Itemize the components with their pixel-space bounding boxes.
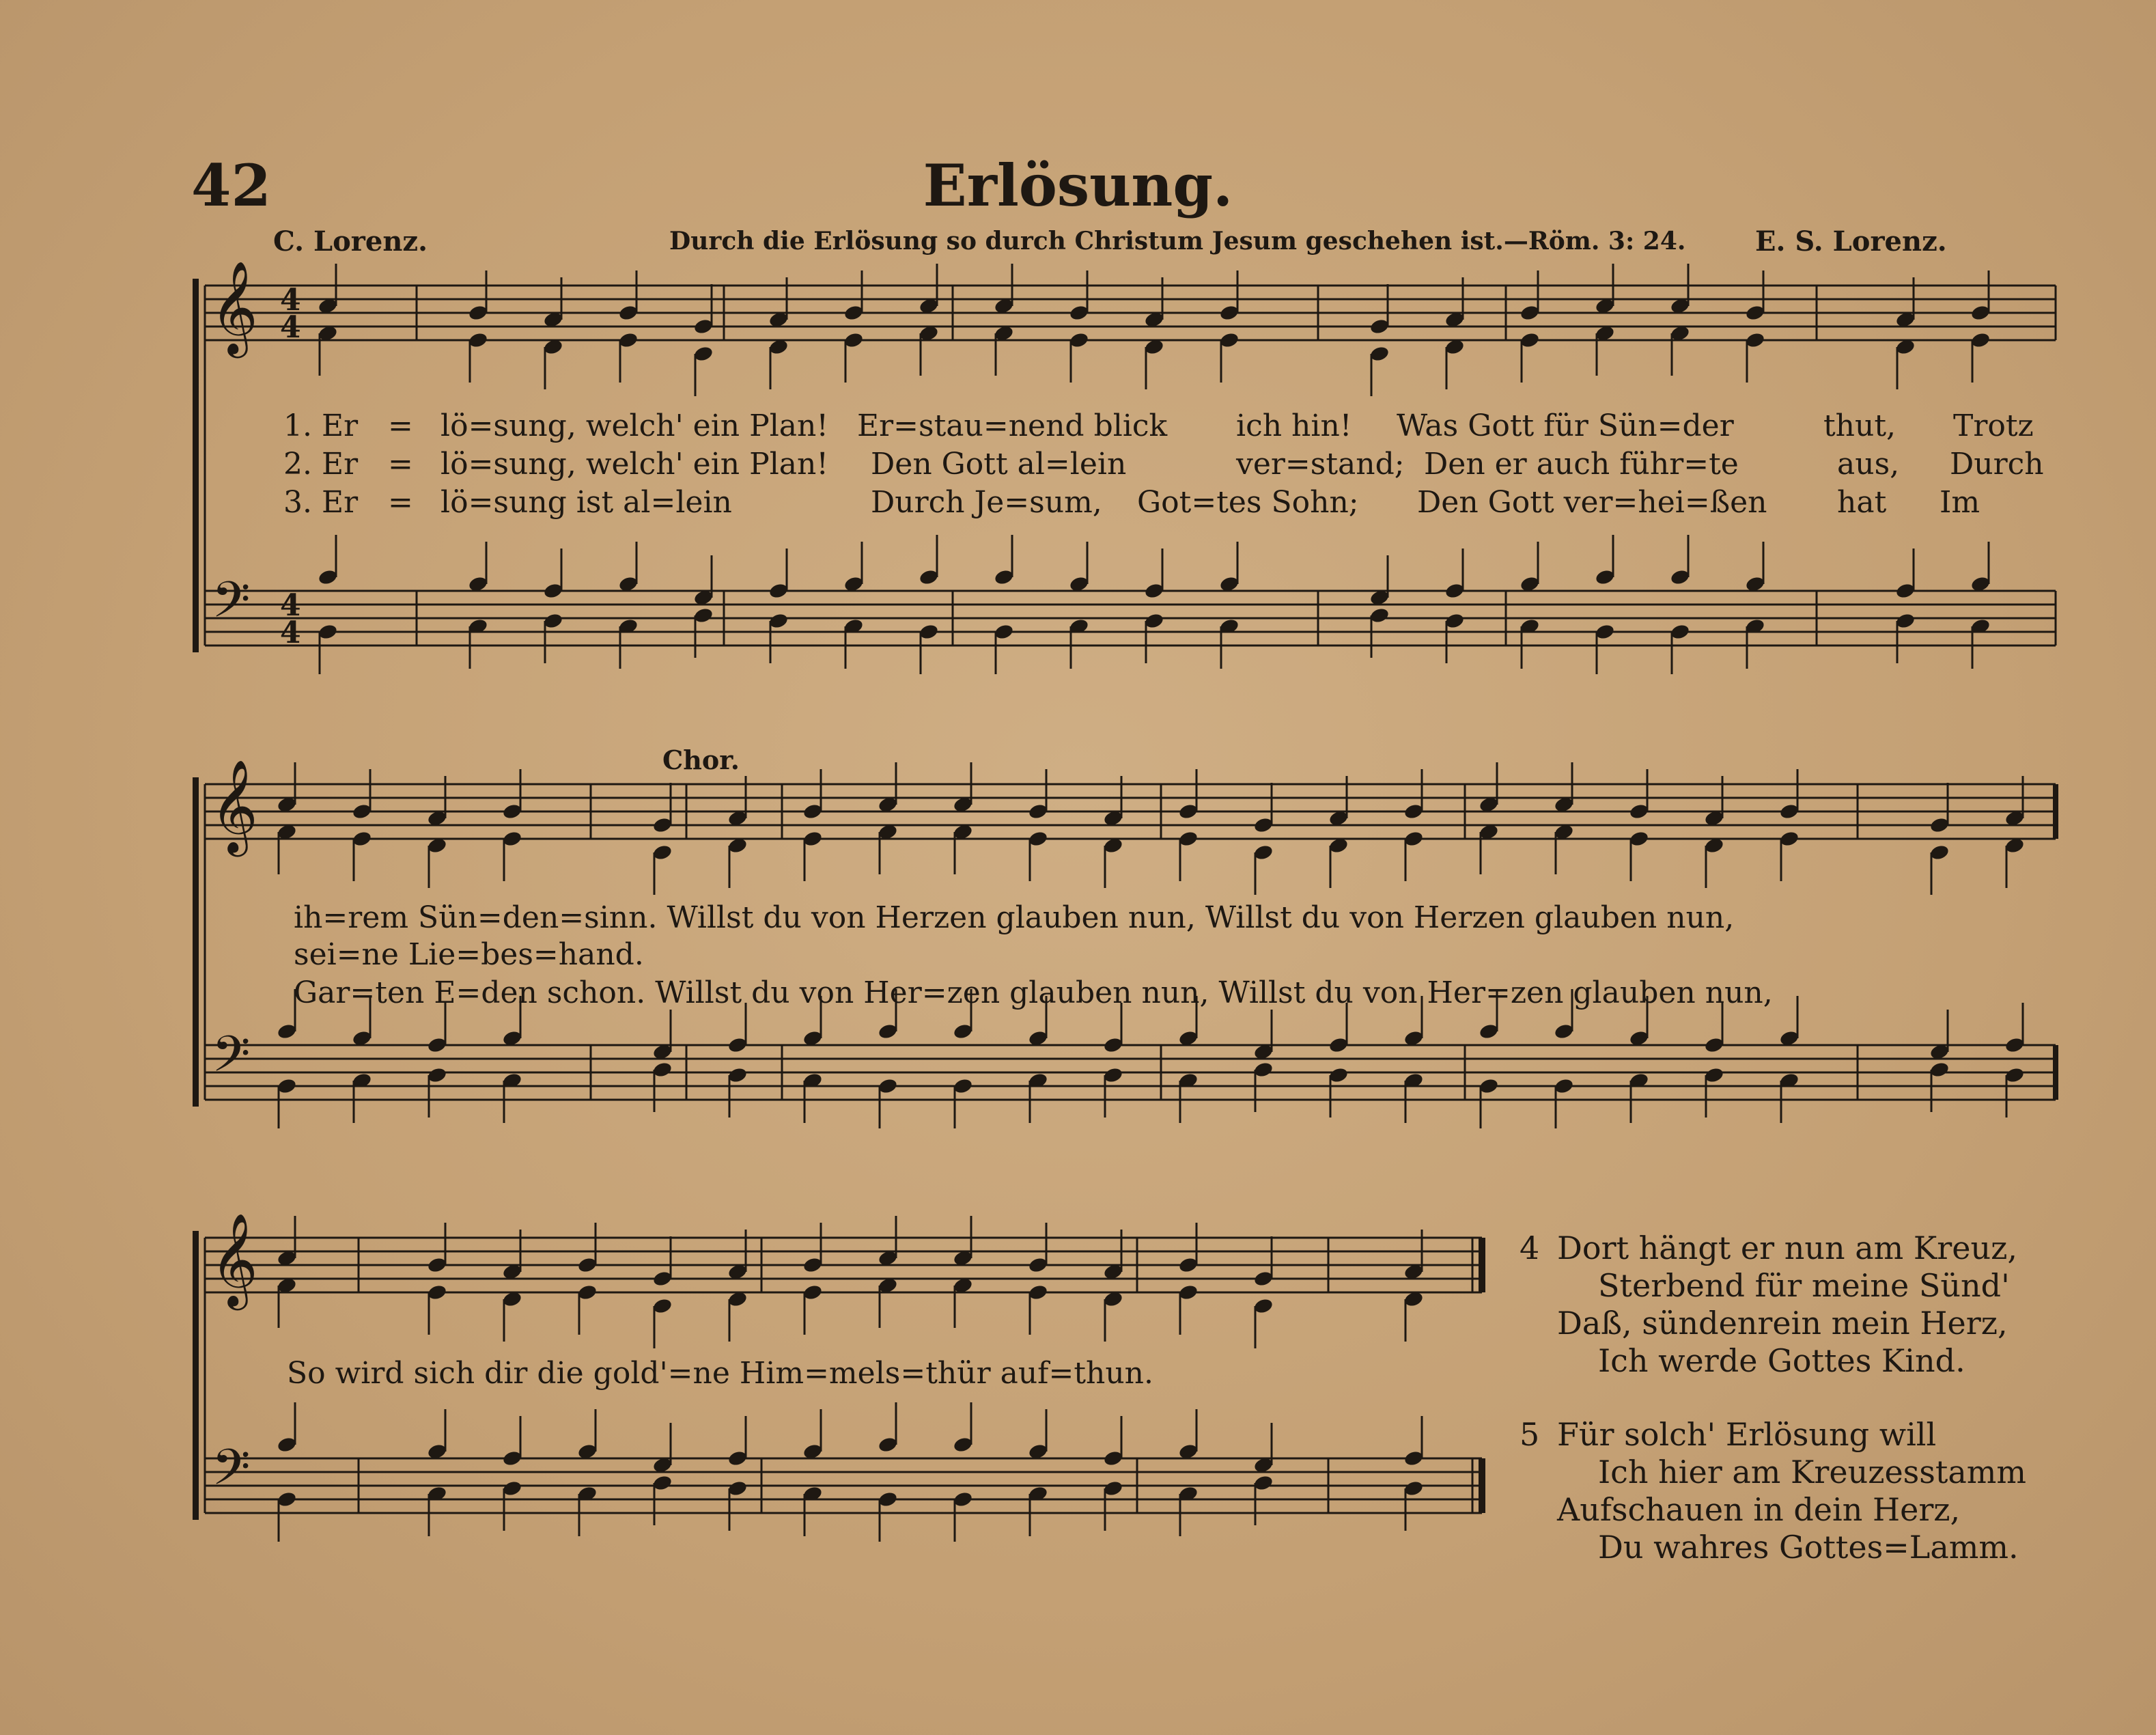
verse3-syllable: = [388, 485, 413, 520]
verse1-syllable: = [388, 408, 413, 443]
verse3-syllable: Den Gott ver=hei=ßen [1417, 485, 1767, 520]
verse3-syllable: lö=sung ist al=lein [440, 485, 732, 520]
system2-verse1-lyrics: ih=rem Sün=den=sinn. Willst du von Herzen glauben nun, Willst du von Herzen glauben nun, [294, 900, 1735, 935]
system-bracket [193, 777, 199, 1107]
time-signature: 4 [280, 283, 301, 318]
stanza-line: Daß, sündenrein mein Herz, [1557, 1305, 2008, 1342]
verse3-syllable: Durch Je=sum, [871, 485, 1102, 520]
stanza-number: 5 [1520, 1416, 1540, 1453]
lyricist-credit: C. Lorenz. [273, 225, 428, 258]
system3-lyrics: So wird sich dir die gold'=ne Him=mels=thür auf=thun. [287, 1356, 1153, 1391]
treble-clef-icon: 𝄞 [210, 1212, 258, 1306]
bass-clef-icon: 𝄢 [212, 1025, 251, 1095]
verse2-syllable: ver=stand; [1236, 447, 1405, 482]
system2-verse2-lyrics: sei=ne Lie=bes=hand. [294, 937, 644, 972]
verse1-syllable: Er=stau=nend blick [857, 408, 1168, 443]
chorus-label: Chor. [662, 745, 740, 775]
verse2-syllable: = [388, 447, 413, 482]
scripture-reference: Durch die Erlösung so durch Christum Jesum geschehen ist.—Röm. 3: 24. [669, 227, 1686, 255]
verse2-syllable: 2. Er [283, 447, 359, 482]
verse1-syllable: Was Gott für Sün=der [1397, 408, 1734, 443]
verse3-syllable: Got=tes Sohn; [1137, 485, 1359, 520]
system-bracket [193, 279, 199, 652]
bass-clef-icon: 𝄢 [212, 570, 251, 641]
hymn-title: Erlösung. [923, 152, 1233, 219]
treble-clef-icon: 𝄞 [210, 758, 258, 852]
stanza-line: Ich hier am Kreuzesstamm [1598, 1454, 2027, 1490]
stanza-line: Du wahres Gottes=Lamm. [1598, 1529, 2019, 1566]
verse2-syllable: lö=sung, welch' ein Plan! [440, 447, 829, 482]
verse1-syllable: 1. Er [283, 408, 359, 443]
stanza-number: 4 [1520, 1230, 1540, 1266]
stanza-line: Aufschauen in dein Herz, [1557, 1491, 1961, 1528]
verse3-syllable: Im [1940, 485, 1980, 520]
verse1-syllable: Trotz [1953, 408, 2034, 443]
verse2-syllable: Den er auch führ=te [1424, 447, 1739, 482]
treble-clef-icon: 𝄞 [210, 260, 258, 354]
bass-clef-icon: 𝄢 [212, 1438, 251, 1508]
system2-verse3-lyrics: Gar=ten E=den schon. Willst du von Her=zen glauben nun, Willst du von Her=zen glauben nun, [294, 975, 1773, 1010]
verse3-syllable: 3. Er [283, 485, 359, 520]
system-bracket [193, 1231, 199, 1520]
verse3-syllable: hat [1837, 485, 1887, 520]
time-signature: 4 [280, 310, 301, 345]
stanza-line: Sterbend für meine Sünd' [1598, 1267, 2010, 1304]
verse2-syllable: Den Gott al=lein [871, 447, 1127, 482]
stanza-line: Ich werde Gottes Kind. [1598, 1342, 1965, 1379]
time-signature: 4 [280, 615, 301, 650]
verse1-syllable: thut, [1823, 408, 1896, 443]
stanza-line: Dort hängt er nun am Kreuz, [1557, 1230, 2017, 1266]
composer-credit: E. S. Lorenz. [1755, 225, 1947, 258]
time-signature: 4 [280, 588, 301, 623]
verse2-syllable: Durch [1950, 447, 2044, 482]
stanza-line: Für solch' Erlösung will [1557, 1416, 1937, 1453]
verse2-syllable: aus, [1837, 447, 1900, 482]
verse1-syllable: lö=sung, welch' ein Plan! [440, 408, 829, 443]
verse1-syllable: ich hin! [1236, 408, 1352, 443]
page-number: 42 [191, 152, 271, 219]
